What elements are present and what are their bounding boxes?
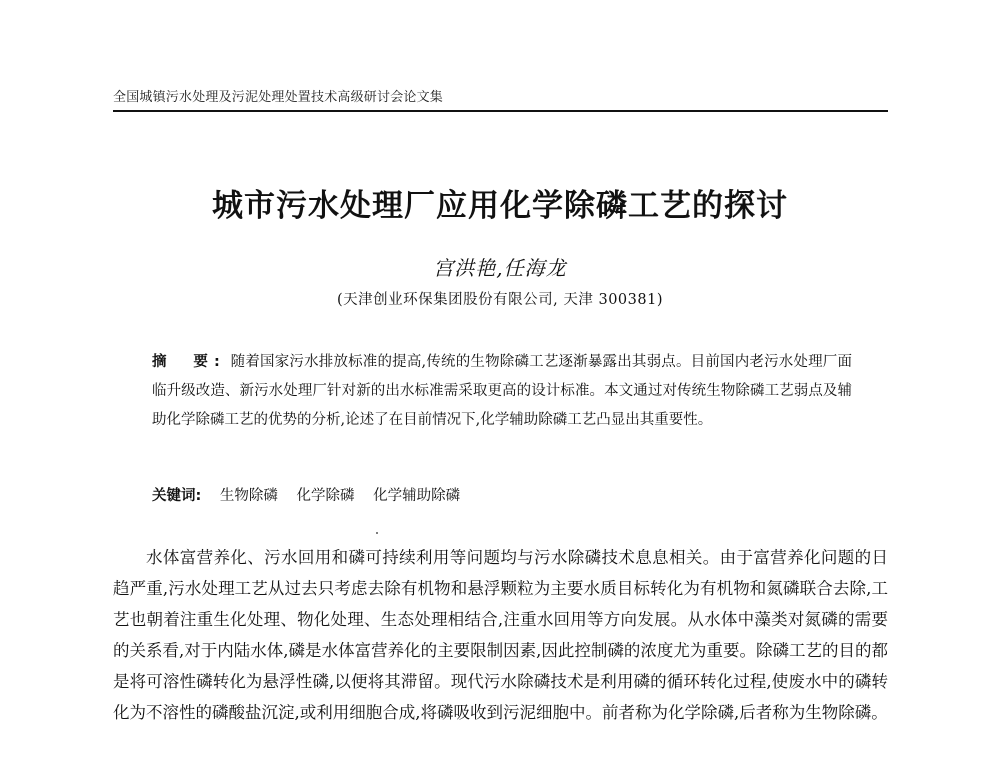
abstract-block bbox=[152, 348, 852, 435]
keywords-block bbox=[152, 482, 852, 511]
header-rule bbox=[113, 110, 888, 112]
abstract-text: 随着国家污水排放标准的提高,传统的生物除磷工艺逐渐暴露出其弱点。目前国内老污水处理厂面临升级改造、新污水处理厂针对新的出水标准需采取更高的设计标准。本文通过对传统生物除磷工艺弱点及辅助化学除磷工艺的优势的分析,论述了在目前情况下,化学辅助除磷工艺凸显出其重要性。 bbox=[152, 354, 852, 428]
keyword-item: 化学辅助除磷 bbox=[373, 488, 461, 504]
keyword-item: 生物除磷 bbox=[219, 488, 278, 504]
paper-affiliation: (天津创业环保集团股份有限公司, 天津 300381) bbox=[337, 292, 663, 308]
scan-speck bbox=[376, 532, 378, 534]
keywords-label: 关键词: bbox=[152, 488, 202, 504]
paper-title: 城市污水处理厂应用化学除磷工艺的探讨 bbox=[212, 188, 788, 224]
running-header bbox=[113, 86, 887, 112]
paper-authors: 宫洪艳,任海龙 bbox=[433, 256, 567, 280]
keyword-item: 化学除磷 bbox=[296, 488, 355, 504]
abstract-label: 摘 要: bbox=[152, 354, 226, 370]
running-header-title: 全国城镇污水处理及污泥处理处置技术高级研讨会论文集 bbox=[113, 90, 444, 105]
body-paragraph: 水体富营养化、污水回用和磷可持续利用等问题均与污水除磷技术息息相关。由于富营养化问题的日趋严重,污水处理工艺从过去只考虑去除有机物和悬浮颗粒为主要水质目标转化为有机物和氮磷联合去除,工艺也朝着注重生化处理、物化处理、生态处理相结合,注重水回用等方向发展。从水体中藻类对氮磷的需要的关系看,对于内陆水体,磷是水体富营养化的主要限制因素,因此控制磷的浓度尤为重要。除磷工艺的目的都是将可溶性磷转化为悬浮性磷,以便将其滞留。现代污水除磷技术是利用磷的循环转化过程,使废水中的磷转化为不溶性的磷酸盐沉淀,或利用细胞合成,将磷吸收到污泥细胞中。前者称为化学除磷,后者称为生物除磷。 bbox=[113, 548, 888, 722]
